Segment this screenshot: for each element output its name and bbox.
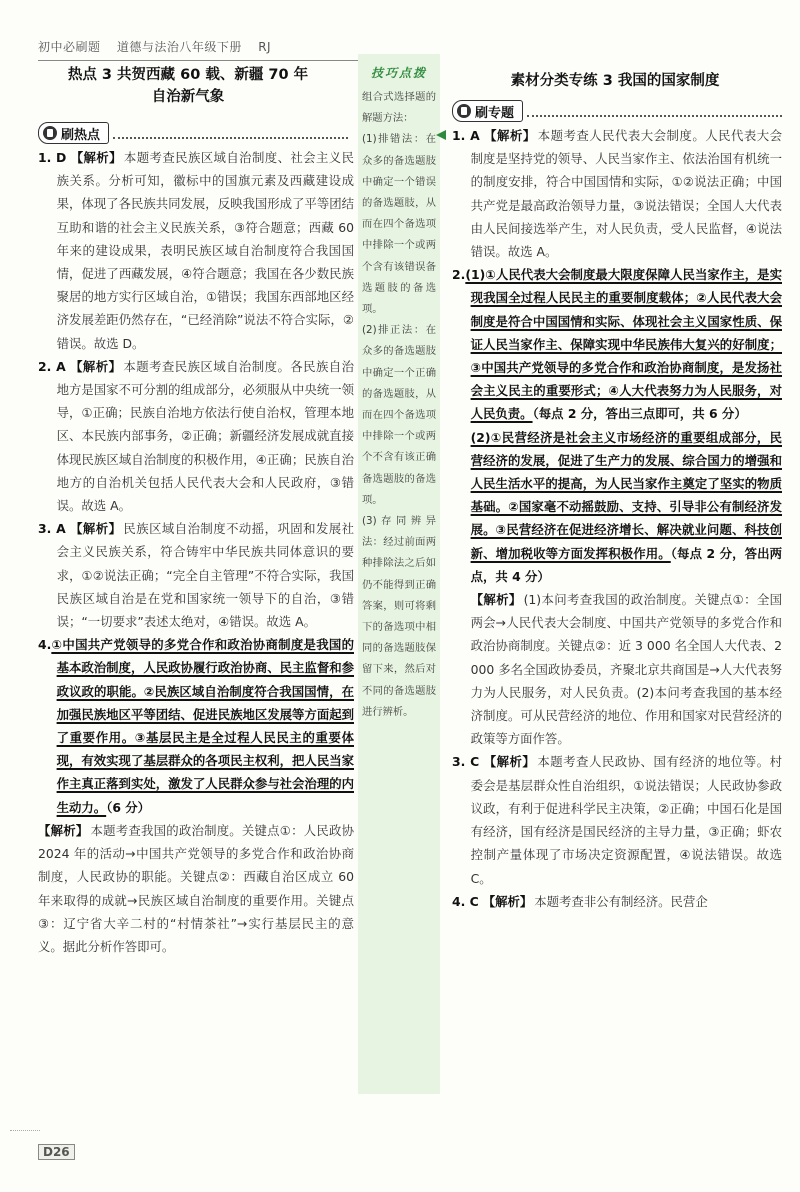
answer-number: 4.	[38, 637, 52, 653]
topic-badge-label: 刷专题	[475, 105, 515, 121]
analysis-label: 【解析】	[70, 150, 122, 165]
tips-sidebar	[358, 54, 440, 1094]
analysis-label: 【解析】	[470, 592, 522, 608]
analysis-label: 【解析】	[482, 893, 533, 909]
analysis-paragraph	[38, 819, 354, 958]
tips-intro: 组合式选择题的解题方法：	[362, 91, 436, 125]
answer-continuation	[452, 426, 782, 588]
answer-text: (1)①人民代表大会制度最大限度保障人民当家作主，是实现我国全过程人民民主的重要制度载体；②人民代表大会制度是符合中国国情和实际、体现社会主义国家性质、保证人民当家作主、保障实现中华民族伟大复兴的好制度；③中国共产党领导的多党合作和政治协商制度，是发扬社会主义民主的重要形式；④人大代表努力为人民服务，对人民负责。	[465, 267, 782, 422]
brush-icon	[43, 126, 57, 140]
running-header	[38, 38, 398, 61]
analysis-label: 【解析】	[38, 822, 89, 838]
footer-dots	[10, 1130, 40, 1131]
analysis-label: 【解析】	[70, 521, 122, 537]
answer-number: 1. A	[452, 128, 480, 143]
answer-text: (2)①民营经济是社会主义市场经济的重要组成部分，民营经济的发展，促进了生产力的发展、综合国力的增强和人民生活水平的提高，为人民当家作主奠定了坚实的物质基础。②国家毫不动摇鼓励、支持、引导非公有制经济发展。③民营经济在促进经济增长、解决就业问题、科技创新、增加税收等方面发挥积极作用。	[470, 429, 782, 561]
brush-icon	[457, 104, 471, 118]
hotspot-badge-label: 刷热点	[61, 127, 101, 143]
tips-method-3: (3)存同辨异法：经过前面两种排除法之后如仍不能得到正确答案，则可将剩下的备选项中相同的备选题肢保留下来，然后对不同的备选题肢进行辨析。	[362, 515, 436, 718]
analysis-label: 【解析】	[70, 358, 122, 374]
hotspot-tag	[38, 122, 348, 144]
answer-number: 3. A	[38, 521, 66, 537]
subject-name: 道德与法治八年级下册	[116, 40, 242, 54]
answer-text: ①中国共产党领导的多党合作和政治协商制度是我国的基本政治制度，人民政协履行政治协商、民主监督和参政议政的职能。②民族区域自治制度符合我国国情，在加强民族地区平等团结、促进民族地区发展等方面起到了重要作用。③基层民主是全过程人民民主的重要体现，有效实现了基层群众的各项民主权利，把人民当家作主真正落到实处，激发了人民群众参与社会治理的内生动力。	[51, 637, 354, 815]
left-title-line2: 自治新气象	[151, 89, 225, 105]
analysis-text: 本题考查民族区域自治制度、社会主义民族关系。分析可知，徽标中的国旗元素及西藏建设成果，体现了各民族共同发展，反映我国形成了平等团结互助和谐的社会主义民族关系，③符合题意；西藏 60 年来的建设成果，表明民族区域自治制度符合我国国情，促进了西藏发展，④符合题意；我国在各少数民族聚居的地方实行区域自治，①错误；我国东西部地区经济发展差距仍然存在，“已经消除”说法不符合实际，②错误。故选 D。	[56, 150, 354, 351]
analysis-text: 本题考查人民代表大会制度。人民代表大会制度是坚持党的领导、人民当家作主、依法治国有机统一的制度安排，符合中国国情和实际，①②说法正确；中国共产党是最高政治领导力量，③说法错误；全国人大代表由人民间接选举产生，对人民负责，受人民监督，④说法错误。故选 A。	[470, 128, 783, 260]
analysis-text: 本题考查人民政协、国有经济的地位等。村委会是基层群众性自治组织，①说法错误；人民政协参政议政，有利于促进科学民主决策，②正确；中国石化是国有经济，国有经济是国民经济的主导力量，③正确；虾农控制产量体现了市场决定资源配置，④说法错误。故选 C。	[470, 754, 782, 886]
page-number: D26	[38, 1144, 75, 1160]
topic-badge	[452, 100, 523, 122]
right-section-title: 素材分类专练 3 我国的国家制度	[510, 73, 720, 89]
score-note: （6 分）	[106, 799, 151, 815]
analysis-text: 民族区域自治制度不动摇，巩固和发展社会主义民族关系，符合铸牢中华民族共同体意识的要求，①②说法正确；“完全自主管理”不符合实际，我国民族区域自治是在党和国家统一领导下的自治，③错误；“一切要求”表述太绝对，④错误。故选 A。	[56, 521, 355, 630]
answer-item	[38, 146, 354, 355]
answer-item	[38, 633, 354, 819]
answer-item	[452, 750, 782, 889]
answer-item	[452, 263, 782, 425]
answer-number: 3. C	[452, 754, 480, 770]
left-title-line1: 热点 3 共贺西藏 60 载、新疆 70 年	[67, 67, 309, 83]
answer-number: 1. D	[38, 150, 67, 165]
dotted-rule	[527, 105, 782, 117]
analysis-text: 本题考查民族区域自治制度。各民族自治地方是国家不可分割的组成部分，必须服从中央统一领导，①正确；民族自治地方依法行使自治权，管理本地区、本民族内部事务，②正确；新疆经济发展成就直接体现民族区域自治制度的积极作用，④正确；民族自治地方的自治机关包括人民代表大会和人民政府，③错误。故选 A。	[56, 358, 355, 514]
answer-item	[452, 124, 782, 263]
tips-arrow-icon	[436, 130, 446, 140]
dotted-rule	[113, 127, 348, 139]
analysis-paragraph	[452, 588, 782, 750]
analysis-text: 本题考查我国的政治制度。关键点①：人民政协 2024 年的活动→中国共产党领导的多党合作和政治协商制度，人民政协的职能。关键点②：西藏自治区成立 60 年来取得的成就→民族区域自治制度的重要作用。关键点③：辽宁省大辛二村的“村情茶社”→实行基层民主的意义。据此分析作答即可。	[38, 822, 355, 954]
tips-method-1: (1)排错法：在众多的备选题肢中确定一个错误的备选题肢，从而在四个备选项中排除一个或两个含有该错误备选题肢的备选项。	[362, 133, 436, 316]
analysis-text: 本题考查非公有制经济。民营企	[534, 893, 708, 909]
analysis-text: (1)本问考查我国的政治制度。关键点①：全国两会→人民代表大会制度、中国共产党领导的多党合作和政治协商制度。关键点②：近 3 000 名全国人大代表、2 000 多名全国政协委员，齐聚北京共商国是→人大代表努力为人民服务，对人民负责。(2)本问考查我国的基本经济制度。可从民营经济的地位、作用和国家对民营经济的政策等方面作答。	[470, 592, 782, 747]
analysis-label: 【解析】	[484, 128, 536, 143]
tips-title: 技巧点拨	[370, 66, 427, 80]
tips-method-2: (2)排正法：在众多的备选题肢中确定一个正确的备选题肢，从而在四个备选项中排除一个或两个不含有该正确备选题肢的备选项。	[362, 324, 436, 506]
analysis-label: 【解析】	[483, 754, 536, 770]
score-note: （每点 2 分，答出两点，共 4 分）	[470, 545, 782, 584]
answer-item	[38, 355, 354, 517]
hotspot-badge	[38, 122, 109, 144]
left-column	[38, 146, 354, 958]
answer-item	[452, 890, 782, 913]
answer-item	[38, 517, 354, 633]
edition-label: RJ	[258, 40, 272, 54]
left-section-title	[38, 64, 338, 108]
topic-tag	[452, 100, 782, 122]
tips-body	[358, 87, 440, 723]
answer-number: 2.	[452, 267, 466, 283]
answer-number: 4. C	[452, 893, 479, 909]
series-name: 初中必刷题	[38, 40, 101, 54]
score-note: （每点 2 分，答出三点即可，共 6 分）	[532, 406, 747, 422]
right-column	[452, 124, 782, 913]
answer-number: 2. A	[38, 358, 66, 374]
